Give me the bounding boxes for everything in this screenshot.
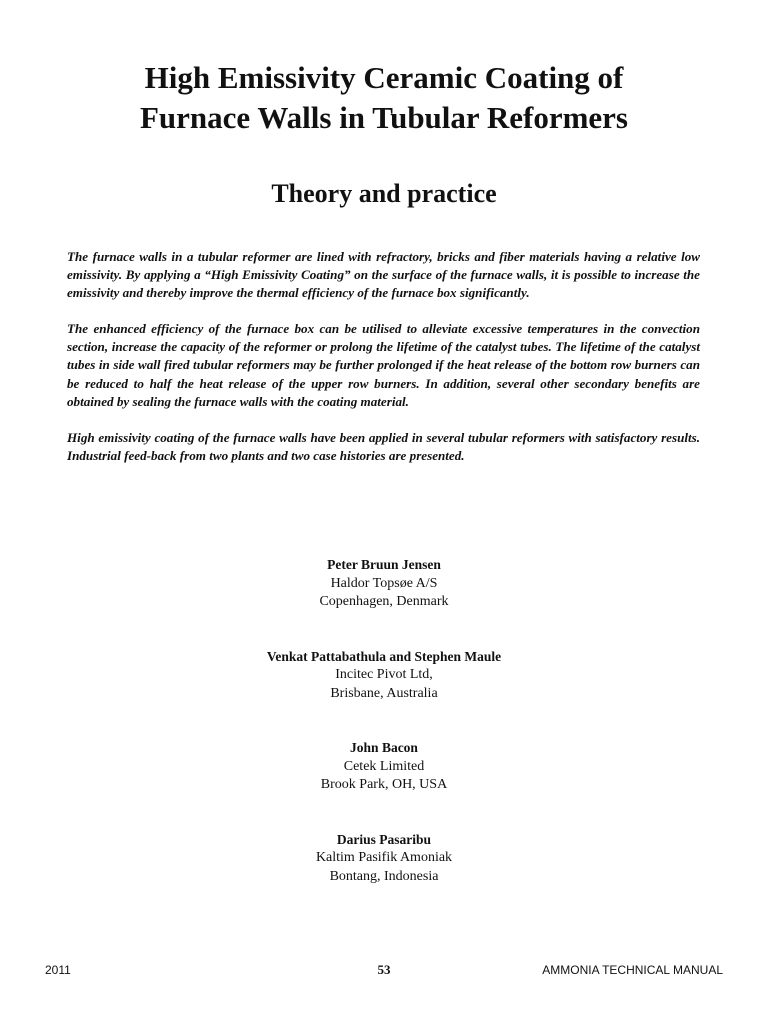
author-name: Peter Bruun Jensen [327,557,441,572]
author-affiliation: Haldor Topsøe A/S [330,575,438,591]
author-location: Brisbane, Australia [330,685,438,701]
subtitle: Theory and practice [271,179,497,208]
title-line-2: Furnace Walls in Tubular Reformers [139,100,628,135]
author-name: Venkat Pattabathula and Stephen Maule [266,648,502,664]
author-location: Brook Park, OH, USA [320,777,448,792]
author-block [84,648,684,704]
abstract-paragraph-1: The furnace walls in a tubular reformer are lined with refractory, bricks and fiber materials having a relative low emissivity. By applying a “High Emissivity Coating” on the surface of the furnace walls, it is possible to increase the emissivity and thereby improve the thermal efficiency of the furnace box significantly. [67,249,700,301]
author-location: Bontang, Indonesia [329,868,439,884]
author-affiliation: Kaltim Pasifik Amoniak [315,850,453,865]
page-footer [45,960,723,980]
author-list [84,556,684,922]
author-affiliation: Incitec Pivot Ltd, [335,667,433,682]
page-title [60,58,708,138]
author-affiliation: Cetek Limited [343,758,425,774]
footer-year: 2011 [45,963,71,977]
author-block [84,556,684,612]
abstract-paragraph-2: The enhanced efficiency of the furnace box can be utilised to alleviate excessive temperatures in the convection section, increase the capacity of the reformer or prolong the lifetime of the catalyst tubes. The lifetime of the catalyst tubes in side wall fired tubular reformers may be further prolonged if the heat release of the bottom row burners can be reduced to half the heat release of the upper row burners. In addition, several other secondary benefits are obtained by sealing the furnace walls with the coating material. [67,321,700,409]
abstract [67,248,700,483]
author-location: Copenhagen, Denmark [319,594,449,609]
author-block [84,831,684,887]
author-name: John Bacon [350,740,418,755]
author-name: Darius Pasaribu [336,831,432,847]
page-number: 53 [377,962,391,977]
footer-journal: AMMONIA TECHNICAL MANUAL [542,963,723,977]
title-line-1: High Emissivity Ceramic Coating of [144,60,624,95]
author-block [84,739,684,795]
abstract-paragraph-3: High emissivity coating of the furnace walls have been applied in several tubular reformers with satisfactory results. Industrial feed-back from two plants and two case histories are presented. [67,429,700,463]
